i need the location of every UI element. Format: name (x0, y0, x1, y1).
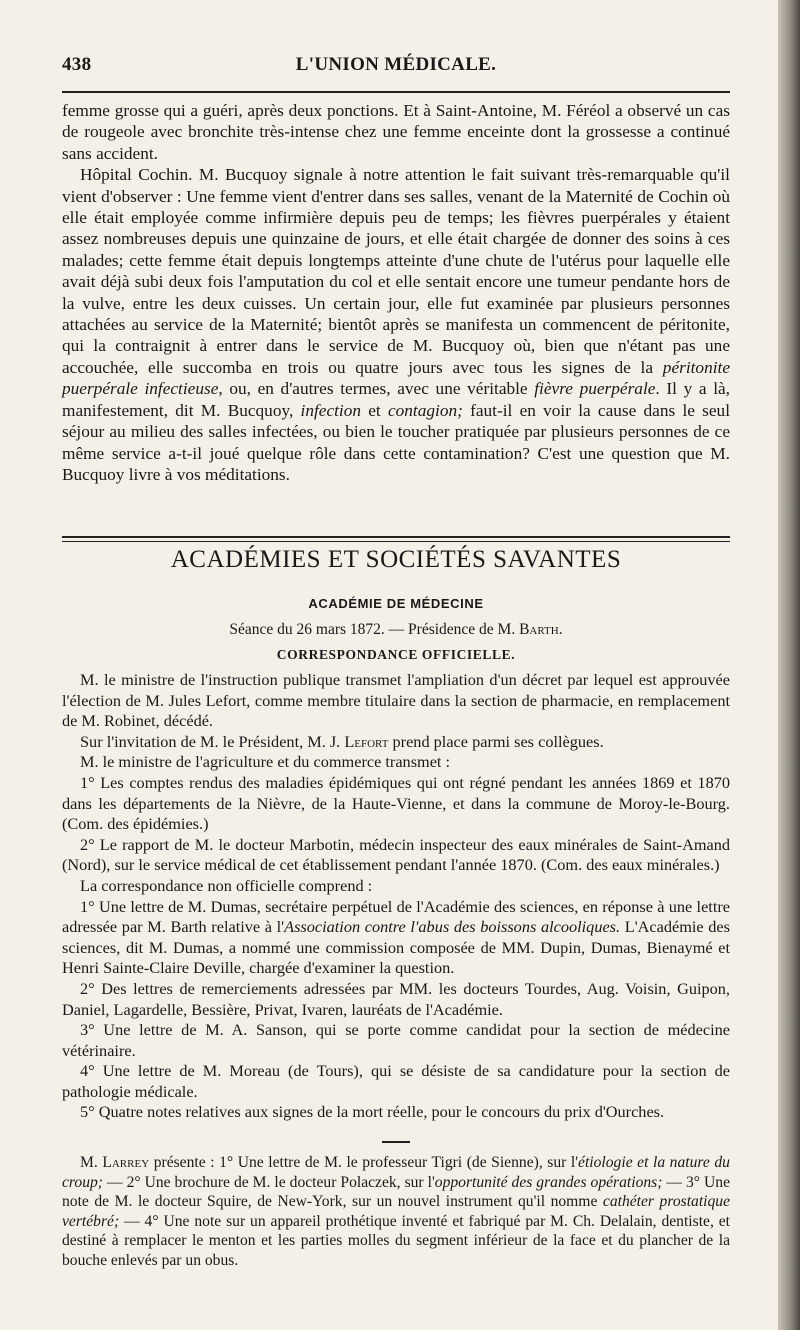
correspondence-body (62, 670, 730, 1123)
correspondence-paragraph: 5° Quatre notes relatives aux signes de la mort réelle, pour le concours du prix d'Ourches. (80, 1102, 665, 1122)
academy-subtitle: ACADÉMIE DE MÉDECINE (308, 596, 484, 611)
correspondence-paragraph: M. le ministre de l'agriculture et du commerce transmet : (80, 752, 451, 772)
correspondence-paragraph: 2° Des lettres de remerciements adressées par MM. les docteurs Tourdes, Aug. Voisin, Guipon, Daniel, Lagardelle, Bessière, Privat, Ivaren, lauréats de l'Académie. (62, 978, 730, 1019)
larrey-paragraph: M. Larrey présente : 1° Une lettre de M. le professeur Tigri (de Sienne), sur l'étiologie et la nature du croup; — 2° Une brochure de M. le docteur Polaczek, sur l'opportunité des grandes opérations; — 3° Une note de M. le docteur Squire, de New-York, sur un nouvel instrument qu'il nomme cathéter prostatique vertébré; — 4° Une note sur un appareil prothétique inventé et fabriqué par M. Ch. Delalain, dentiste, et destiné à remplacer le menton et les parties molles du segment inférieur de la face et du plancher de la bouche enlevés par un obus. (62, 1154, 731, 1269)
session-line: Séance du 26 mars 1872. — Présidence de M. Barth. (229, 621, 563, 638)
header-rule (62, 91, 730, 93)
correspondence-paragraph: M. le ministre de l'instruction publique transmet l'ampliation d'un décret par lequel est approuvée l'élection de M. Jules Lefort, comme membre titulaire dans la section de pharmacie, en remplacement de M. Robinet, décédé. (62, 670, 730, 731)
correspondence-paragraph: Sur l'invitation de M. le Président, M. J. Lefort prend place parmi ses collègues. (80, 731, 604, 751)
article-paragraph: Hôpital Cochin. M. Bucquoy signale à notre attention le fait suivant très-remarquable qu'il vient d'observer : Une femme vient d'entrer dans ses salles, venant de la Maternité de Cochin où elle était employée comme infirmière depuis peu de temps; les fièvres puerpérales y étaient assez nombreuses depuis une quinzaine de jours, et elle était chargée de donner des soins à ces malades; cette femme était depuis longtemps atteinte d'une chute de l'utérus pour laquelle elle avait déjà subi deux fois l'amputation du col et elle sentait encore une tumeur pendante hors de la vulve, entre les deux cuisses. Un certain jour, elle fut examinée par plusieurs personnes attachées au service de la Maternité; bientôt après se manifesta un commencent de péritonite, qui la contraignit à entrer dans le service de M. Bucquoy où, bien que n'étant pas une accouchée, elle succomba en trois ou quatre jours avec tous les signes de la péritonite puerpérale infectieuse, ou, en d'autres termes, avec une véritable fièvre puerpérale. Il y a là, manifestement, dit M. Bucquoy, infection et contagion; faut-il en voir la cause dans le seul séjour au milieu des salles infectées, ou bien le toucher pratiquée par plusieurs personnes de ce même service a-t-il joué quelque rôle dans cette contamination? C'est une question que M. Bucquoy livre à vos méditations. (62, 165, 730, 484)
correspondence-heading: CORRESPONDANCE OFFICIELLE. (276, 647, 516, 662)
article-continuation (62, 100, 730, 485)
running-header (62, 54, 730, 80)
book-spine-shadow (778, 0, 800, 1330)
page-number: 438 (62, 54, 92, 75)
correspondence-paragraph: 1° Une lettre de M. Dumas, secrétaire perpétuel de l'Académie des sciences, en réponse à une lettre adressée par M. Barth relative à l'Association contre l'abus des boissons alcooliques. L'Académie des sciences, dit M. Dumas, a nommé une commission composée de MM. Dupin, Dumas, Bienaymé et Henri Sainte-Claire Deville, chargée d'examiner la question. (62, 896, 730, 978)
section-divider (62, 536, 730, 542)
correspondence-paragraph: 2° Le rapport de M. le docteur Marbotin, médecin inspecteur des eaux minérales de Saint-Amand (Nord), sur le service médical de cet établissement pendant l'année 1870. (Com. des eaux minérales.) (62, 834, 730, 875)
correspondence-paragraph: 1° Les comptes rendus des maladies épidémiques qui ont régné pendant les années 1869 et 1870 dans les départements de la Nièvre, de la Haute-Vienne, et dans la commune de Moroy-le-Bourg. (Com. des épidémies.) (62, 772, 730, 834)
article-paragraph: femme grosse qui a guéri, après deux ponctions. Et à Saint-Antoine, M. Féréol a observé un cas de rougeole avec bronchite très-intense chez une femme enceinte dont la grossesse a continué sans accident. (62, 101, 730, 163)
correspondence-paragraph: 4° Une lettre de M. Moreau (de Tours), qui se désiste de sa candidature pour la section de pathologie médicale. (62, 1061, 730, 1101)
correspondence-paragraph: 3° Une lettre de M. A. Sanson, qui se porte comme candidat pour la section de médecine vétérinaire. (62, 1020, 730, 1060)
running-title: L'UNION MÉDICALE. (295, 54, 497, 75)
short-separator (382, 1141, 410, 1143)
section-title: ACADÉMIES ET SOCIÉTÉS SAVANTES (170, 546, 622, 573)
correspondence-paragraph: La correspondance non officielle comprend : (80, 875, 373, 895)
